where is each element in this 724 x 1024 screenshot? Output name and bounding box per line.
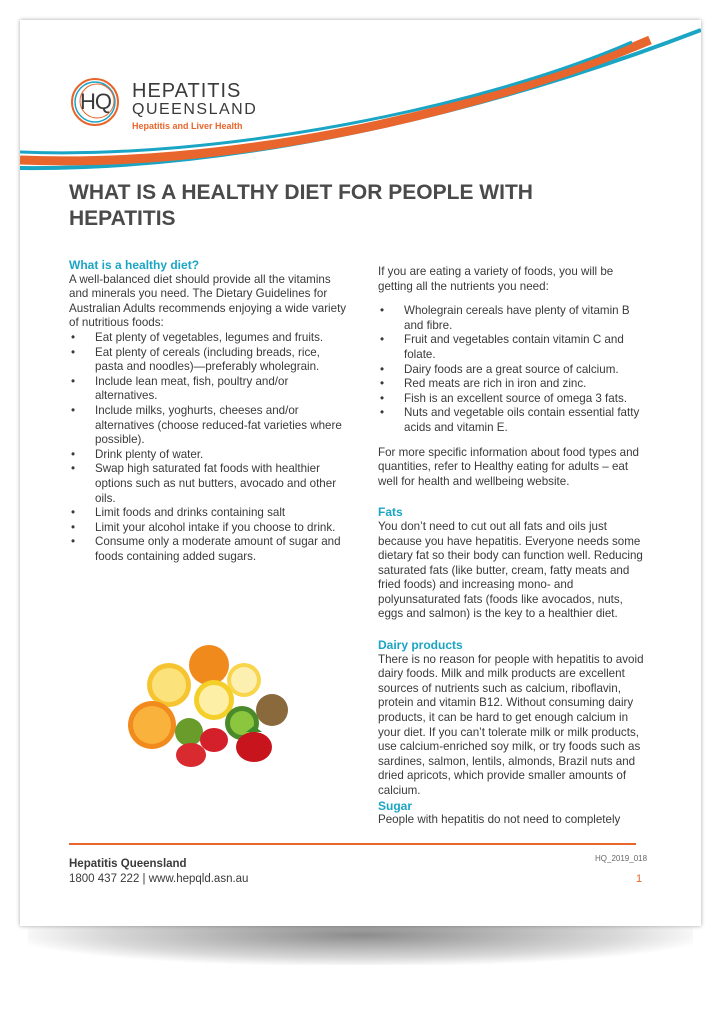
list-item: • Include milks, yoghurts, cheeses and/or alternatives (choose reduced-fat varieties where possible). bbox=[69, 404, 349, 448]
more-info-text: For more specific information about food types and quantities, refer to Healthy eating for adults – eat well for health and wellbeing website. bbox=[378, 445, 639, 488]
list-item: • Red meats are rich in iron and zinc. bbox=[378, 377, 648, 392]
guidelines-list bbox=[69, 331, 349, 565]
logo-name-line2: QUEENSLAND bbox=[132, 101, 258, 118]
logo-tagline: Hepatitis and Liver Health bbox=[132, 121, 243, 131]
list-item: • Eat plenty of vegetables, legumes and fruits. bbox=[69, 331, 349, 346]
page-number: 1 bbox=[636, 873, 643, 885]
logo-hq-text: HQ bbox=[80, 89, 111, 114]
dairy-text: There is no reason for people with hepatitis to avoid dairy foods. Milk and milk products are excellent sources of nutrients such as calcium, riboflavin, protein and vitamin B12. Without consuming dairy products, it can be hard to get enough calcium in your diet. If you can’t tolerate milk or milk products, use calcium-enriched soy milk, or try foods such as sardines, salmon, lentils, almonds, Brazil nuts and dried apricots, which provide smaller amounts of calcium. bbox=[378, 652, 644, 797]
fats-text: You don’t need to cut out all fats and oils just because you have hepatitis. Everyone needs some dietary fat so their body can function well. Reducing saturated fats (like butter, cream, fatty meats and fried foods) and increasing mono- and polyunsaturated fats (foods like avocados, nuts, eggs and salmon) is the key to a healthier diet. bbox=[378, 519, 643, 621]
list-item: • Nuts and vegetable oils contain essential fatty acids and vitamin E. bbox=[378, 406, 648, 435]
sugar-text: People with hepatitis do not need to completely bbox=[378, 813, 621, 827]
section-heading-healthy-diet: What is a healthy diet? bbox=[69, 258, 200, 272]
header-swoosh-graphic bbox=[20, 20, 701, 180]
healthy-diet-intro: A well-balanced diet should provide all the vitamins and minerals you need. The Dietary Guidelines for Australian Adults recommends enjoying a wide variety of nutritious foods: bbox=[69, 272, 347, 330]
logo-name-line1: HEPATITIS bbox=[132, 80, 242, 102]
list-item: • Swap high saturated fat foods with healthier options such as nut butters, avocado and other oils. bbox=[69, 462, 349, 506]
section-heading-dairy: Dairy products bbox=[378, 638, 463, 653]
nutrients-intro: If you are eating a variety of foods, you will be getting all the nutrients you need: bbox=[378, 265, 614, 293]
list-item: • Fruit and vegetables contain vitamin C and folate. bbox=[378, 333, 648, 362]
list-item: • Limit your alcohol intake if you choose to drink. bbox=[69, 521, 349, 536]
section-heading-fats: Fats bbox=[378, 505, 403, 520]
footer-organization: Hepatitis Queensland bbox=[69, 858, 187, 870]
list-item: • Fish is an excellent source of omega 3 fats. bbox=[378, 392, 648, 407]
list-item: • Wholegrain cereals have plenty of vitamin B and fibre. bbox=[378, 304, 648, 333]
nutrients-list bbox=[378, 304, 648, 435]
page-title: WHAT IS A HEALTHY DIET FOR PEOPLE WITH HEPATITIS bbox=[69, 181, 533, 230]
list-item: • Include lean meat, fish, poultry and/or alternatives. bbox=[69, 375, 349, 404]
footer-contact[interactable]: 1800 437 222 | www.hepqld.asn.au bbox=[69, 873, 249, 885]
document-page bbox=[20, 20, 701, 926]
section-heading-sugar: Sugar bbox=[378, 798, 413, 813]
right-column bbox=[378, 265, 648, 828]
footer-document-code: HQ_2019_018 bbox=[595, 854, 648, 863]
list-item: • Limit foods and drinks containing salt bbox=[69, 506, 349, 521]
footer-divider bbox=[69, 843, 636, 845]
list-item: • Consume only a moderate amount of sugar and foods containing added sugars. bbox=[69, 535, 349, 564]
list-item: • Eat plenty of cereals (including breads, rice, pasta and noodles)—preferably wholegrain. bbox=[69, 346, 349, 375]
list-item: • Drink plenty of water. bbox=[69, 448, 349, 463]
fruit-image bbox=[114, 640, 294, 770]
list-item: • Dairy foods are a great source of calcium. bbox=[378, 363, 648, 378]
left-column bbox=[69, 258, 349, 564]
